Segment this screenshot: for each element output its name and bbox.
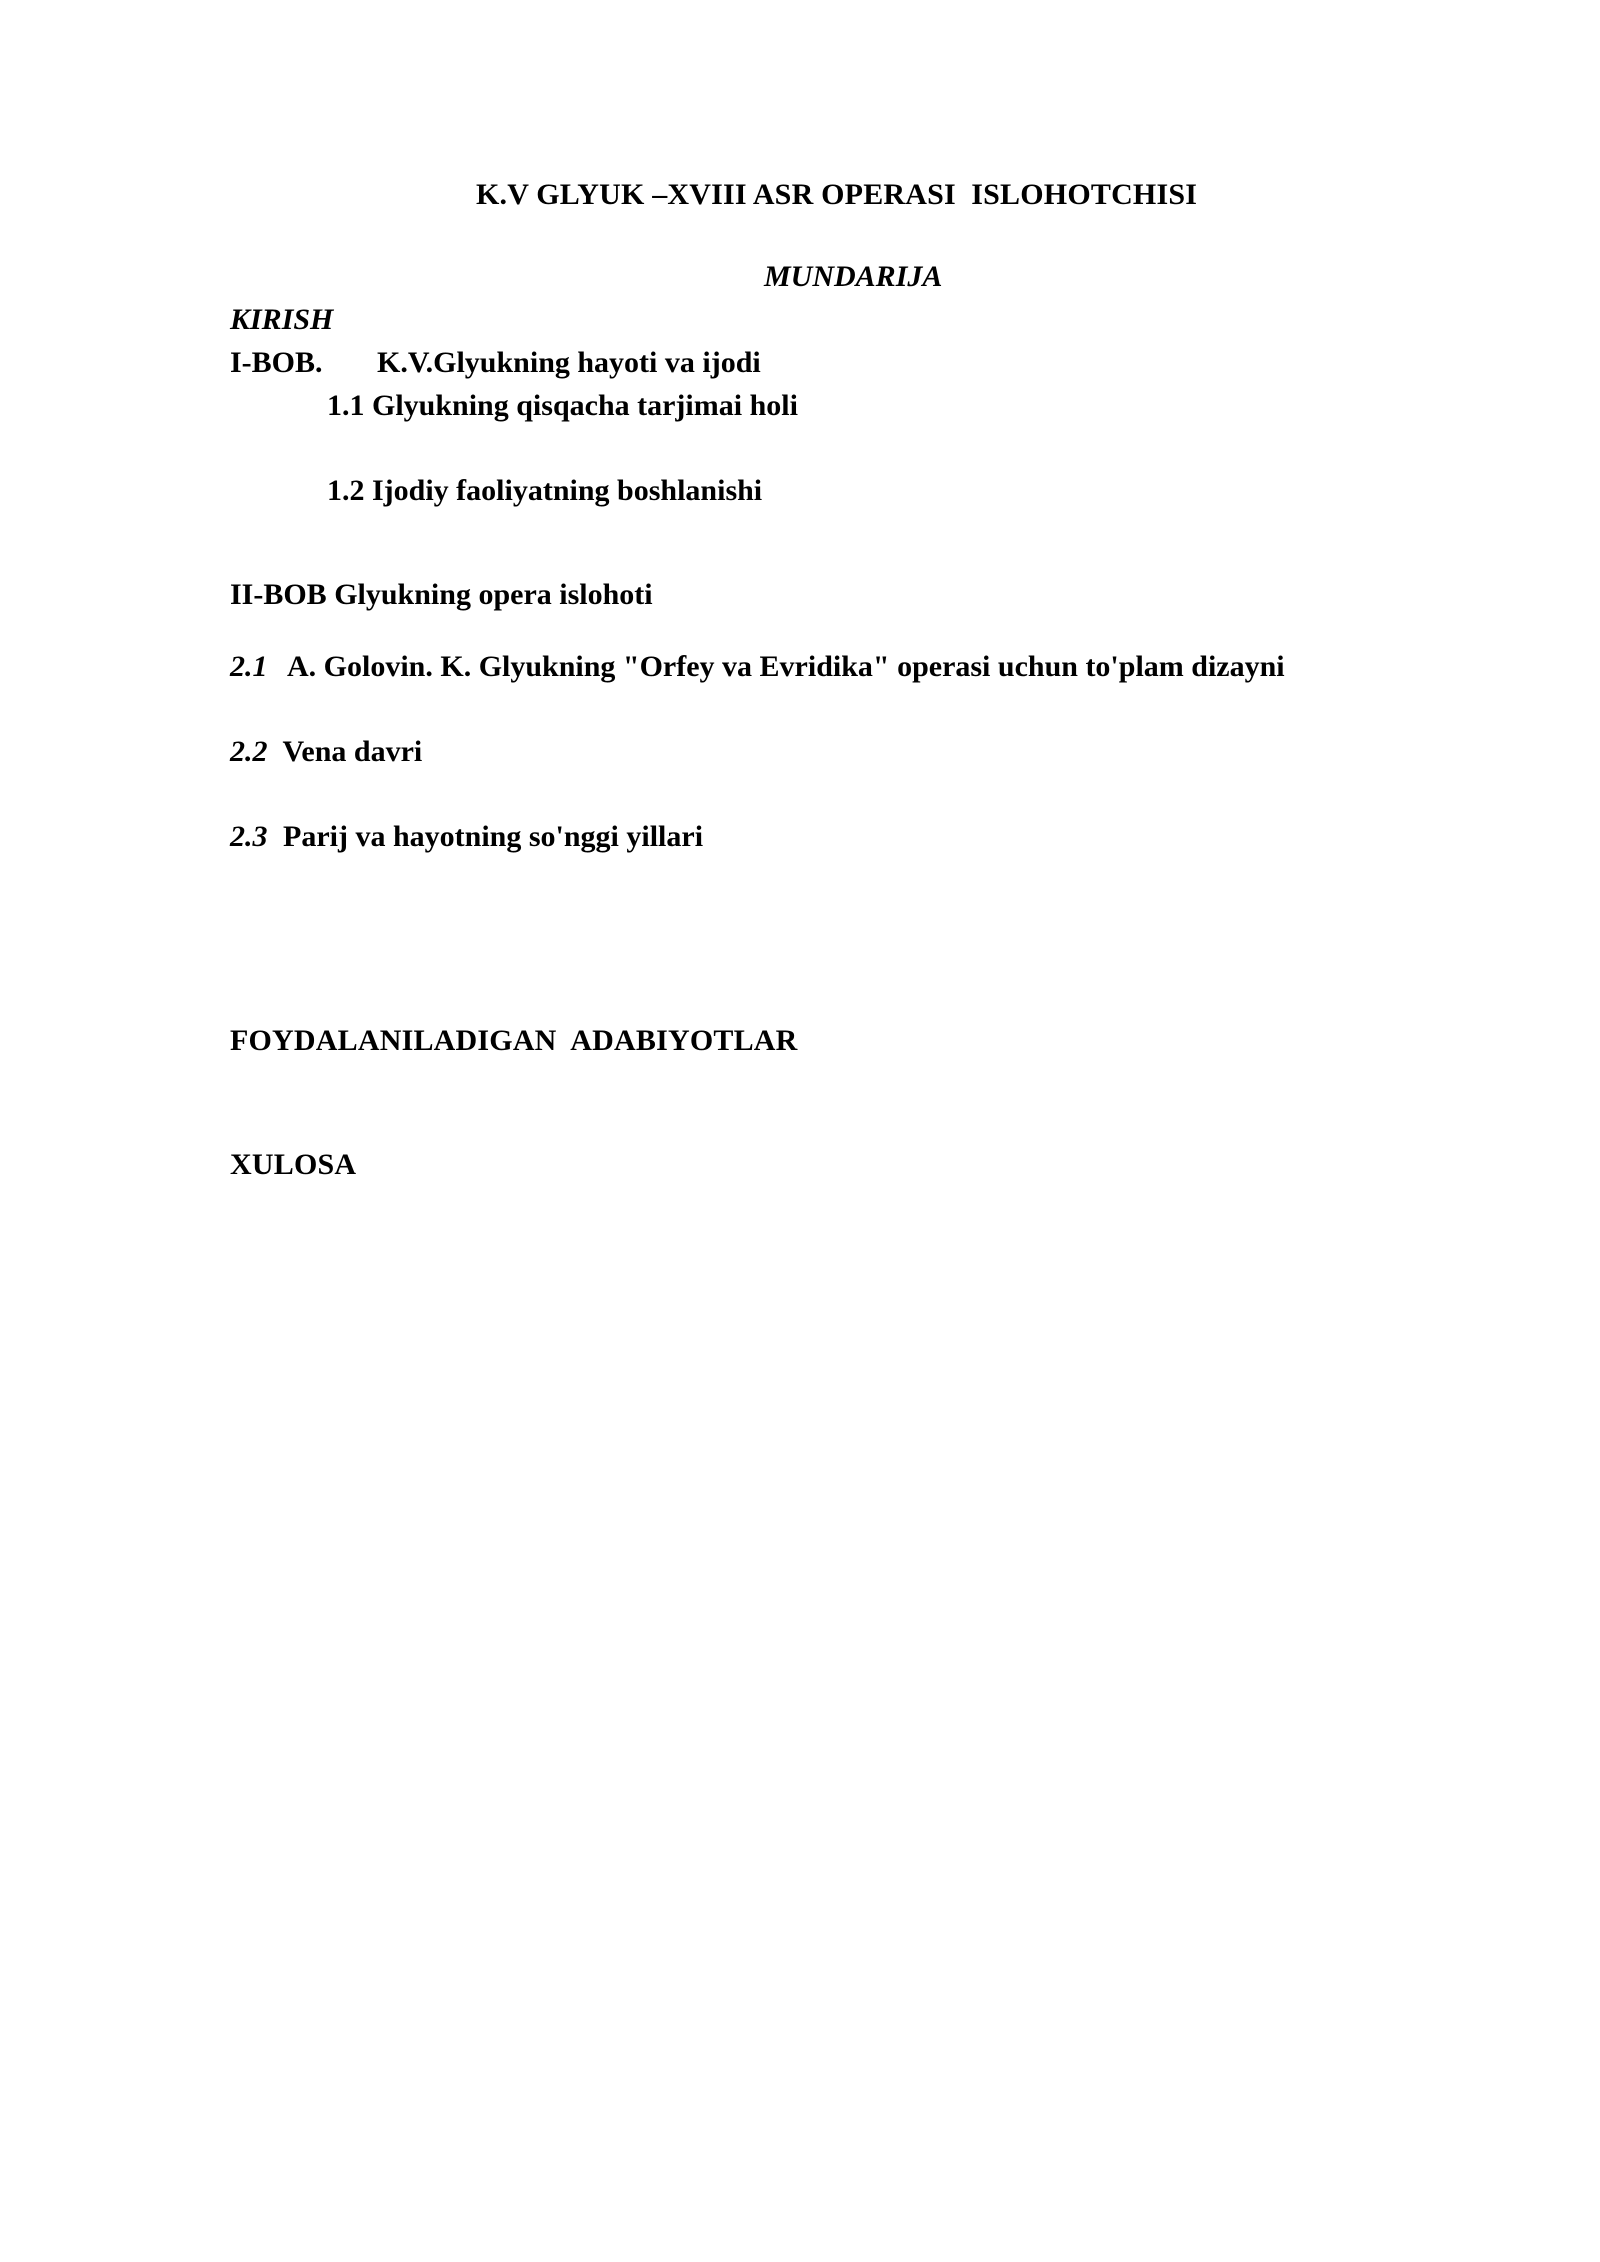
toc-chapter-1 [230,345,761,381]
toc-section-1-1: 1.1 Glyukning qisqacha tarjimai holi [327,389,798,422]
toc-section-1-2: 1.2 Ijodiy faoliyatning boshlanishi [327,474,763,507]
contents-heading: MUNDARIJA [764,260,943,293]
toc-chapter-2: II-BOB Glyukning opera islohoti [230,578,653,611]
toc-section-2-3 [230,819,703,855]
section-2-3-number: 2.3 [230,820,268,853]
section-2-1-text: A. Golovin. K. Glyukning "Orfey va Evridika" operasi uchun to'plam dizayni [287,650,1285,683]
toc-conclusion: XULOSA [230,1148,357,1181]
document-title: K.V GLYUK –XVIII ASR OPERASI ISLOHOTCHISI [476,178,1198,211]
toc-section-2-2 [230,734,422,770]
section-2-3-text: Parij va hayotning so'nggi yillari [283,820,704,853]
chapter-1-title: K.V.Glyukning hayoti va ijodi [377,346,761,379]
toc-section-2-1 [230,649,1285,685]
toc-intro: KIRISH [230,303,334,336]
section-2-2-number: 2.2 [230,735,268,768]
chapter-1-label: I-BOB. [230,346,323,379]
section-2-1-number: 2.1 [230,650,268,683]
toc-references: FOYDALANILADIGAN ADABIYOTLAR [230,1024,798,1057]
section-2-2-text: Vena davri [282,735,423,768]
